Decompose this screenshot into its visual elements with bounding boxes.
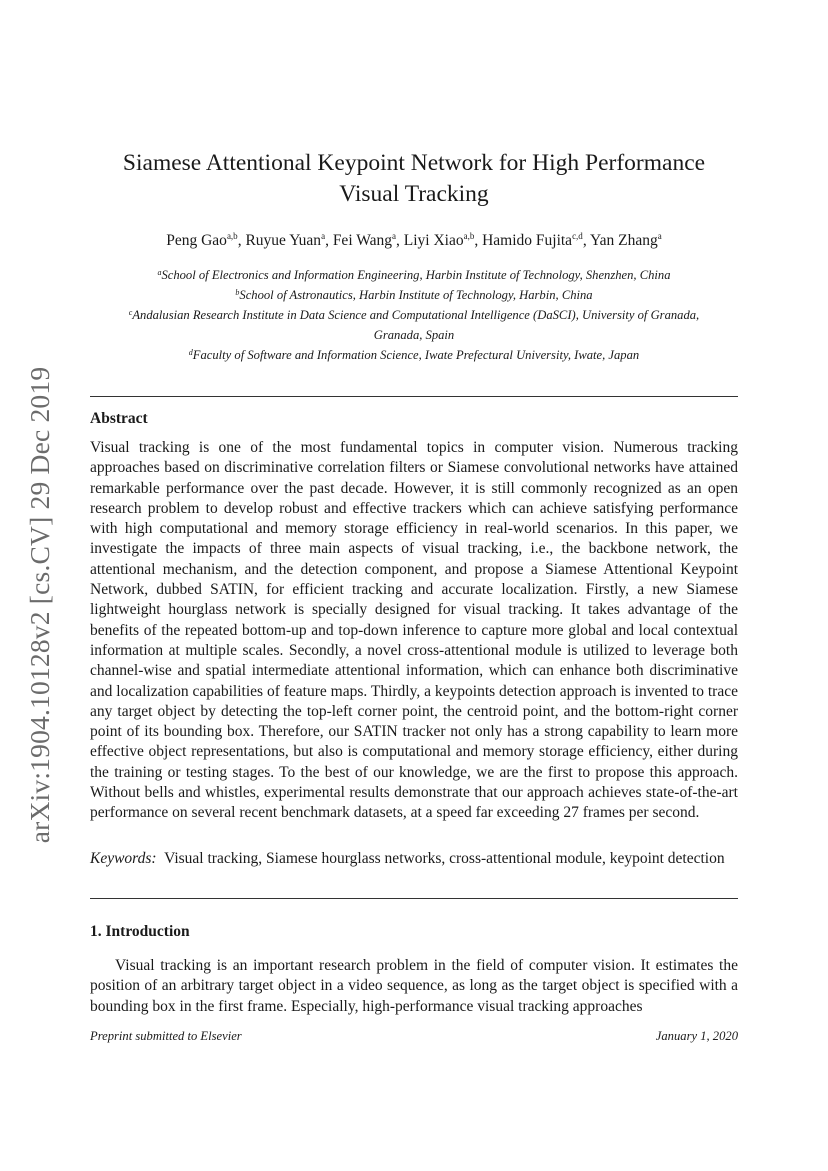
author: Peng Gao$^{a,b}$, (166, 231, 246, 249)
author: Hamido Fujita$^{c,d}$, (482, 231, 590, 249)
abstract-heading: Abstract (90, 410, 148, 427)
keywords-text: Visual tracking, Siamese hourglass networks, cross-attentional module, keypoint detection (164, 850, 725, 867)
affiliation: $^b$School of Astronautics, Harbin Institute of Technology, Harbin, China (235, 288, 593, 302)
footer-date: January 1, 2020 (655, 1029, 738, 1043)
affiliation: $^d$Faculty of Software and Information Science, Iwate Prefectural University, Iwate, Japan (188, 348, 640, 362)
arxiv-identifier: arXiv:1904.10128v2 [cs.CV] 29 Dec 2019 (24, 366, 55, 844)
section-heading-introduction: 1. Introduction (90, 923, 190, 940)
affiliation-list (90, 264, 738, 364)
title-line-1: Siamese Attentional Keypoint Network for High Performance (122, 150, 706, 176)
author: Yan Zhang$^a$ (590, 231, 662, 249)
author: Liyi Xiao$^{a,b}$, (403, 231, 483, 249)
affiliation: $^c$Andalusian Research Institute in Data Science and Computational Intelligence (DaSCI), University of Granada, (128, 308, 700, 322)
footer-preprint-note: Preprint submitted to Elsevier (90, 1029, 242, 1043)
arxiv-side-stamp (18, 360, 62, 850)
abstract-top-rule (90, 396, 738, 397)
keywords (90, 849, 738, 869)
author: Fei Wang$^a$, (332, 231, 404, 249)
affiliation: $^a$School of Electronics and Information Engineering, Harbin Institute of Technology, Shenzhen, China (157, 268, 671, 282)
paper-title (90, 148, 738, 210)
introduction-text: Visual tracking is an important research problem in the field of computer vision. It estimates the position of an arbitrary target object in a video sequence, as long as the target object is specified with a bounding box in the first frame. Especially, high-performance visual tracking approaches (90, 957, 738, 1015)
abstract-bottom-rule (90, 898, 738, 899)
abstract-text: Visual tracking is one of the most fundamental topics in computer vision. Numerous tracking approaches based on discriminative correlation filters or Siamese convolutional networks have attained remarkable performance over the past decade. However, it is still commonly recognized as an open research problem to develop robust and effective trackers which can achieve satisfying performance with high computational and memory storage efficiency in real-world scenarios. In this paper, we investigate the impacts of three main aspects of visual tracking, i.e., the backbone network, the attentional mechanism, and the detection component, and propose a Siamese Attentional Keypoint Network, dubbed SATIN, for efficient tracking and accurate localization. Firstly, a new Siamese lightweight hourglass network is specially designed for visual tracking. It takes advantage of the benefits of the repeated bottom-up and top-down inference to capture more global and local contextual information at multiple scales. Secondly, a novel cross-attentional module is utilized to leverage both channel-wise and spatial intermediate attentional information, which can enhance both discriminative and localization capabilities of feature maps. Thirdly, a keypoints detection approach is invented to trace any target object by detecting the top-left corner point, the centroid point, and the bottom-right corner point of its bounding box. Therefore, our SATIN tracker not only has a strong capability to learn more effective object representations, but also is computational and memory storage efficiency, either during the training or testing stages. To the best of our knowledge, we are the first to propose this approach. Without bells and whistles, experimental results demonstrate that our approach achieves state-of-the-art performance on several recent benchmark datasets, at a speed far exceeding 27 frames per second. (90, 439, 738, 822)
author: Ruyue Yuan$^a$, (245, 231, 333, 249)
title-line-2: Visual Tracking (339, 181, 489, 207)
affiliation: Granada, Spain (373, 328, 455, 342)
author-list (90, 231, 738, 250)
keywords-label: Keywords: (90, 850, 157, 867)
